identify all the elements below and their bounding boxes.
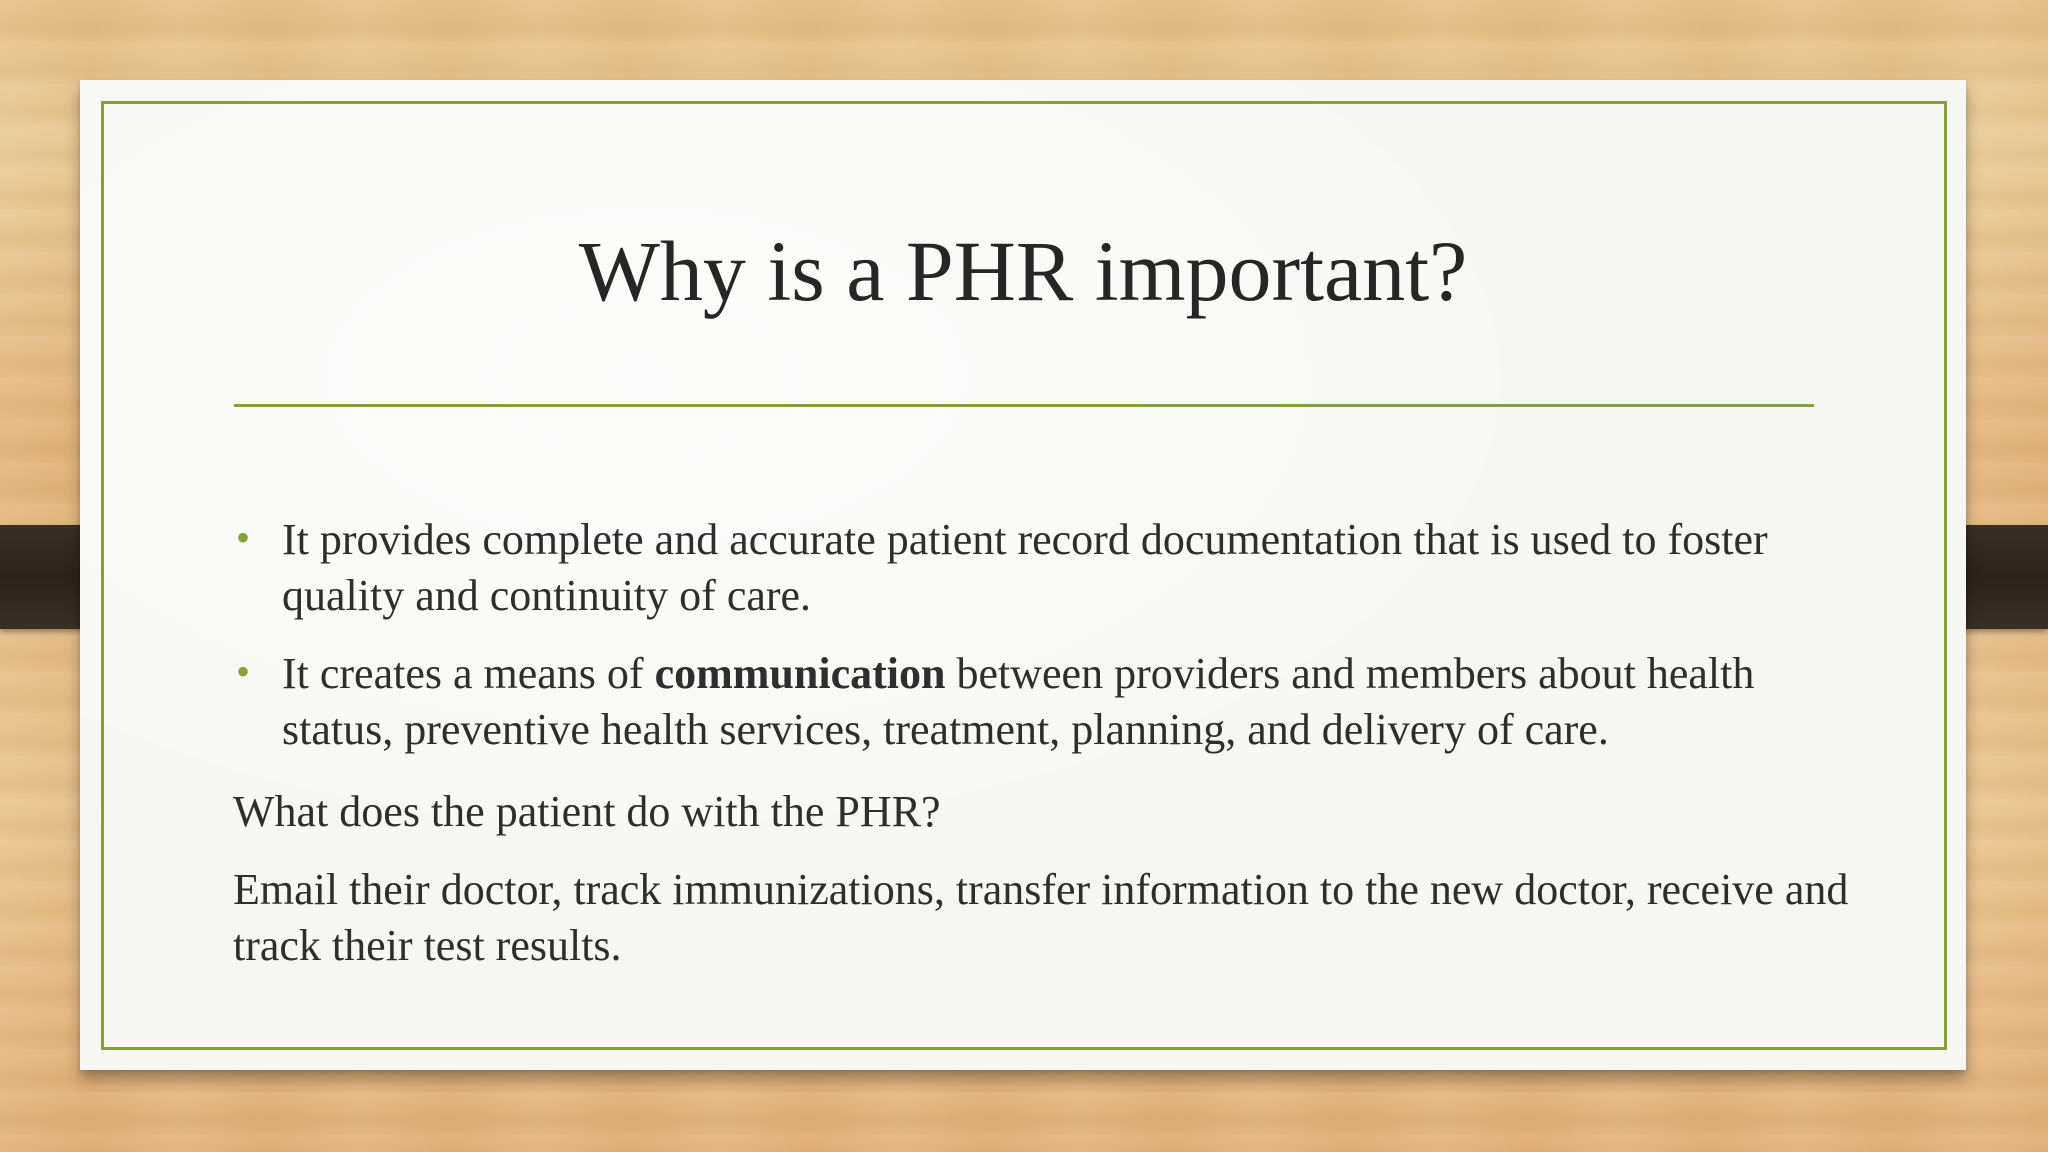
- bullet-text: It provides complete and accurate patient record documentation that is used to foster quality and continuity of care.: [282, 515, 1768, 620]
- slide: [80, 80, 1966, 1070]
- bullet-item: [233, 646, 1873, 758]
- slide-body: [233, 512, 1873, 996]
- question-text: What does the patient do with the PHR?: [233, 787, 941, 836]
- bullet-text-bold: communication: [654, 649, 946, 698]
- bullet-dot-icon: •: [236, 649, 251, 694]
- bullet-item: [233, 512, 1873, 624]
- slide-title: Why is a PHR important?: [578, 223, 1468, 319]
- answer-text: Email their doctor, track immunizations, transfer information to the new doctor, receive and track their test results.: [233, 865, 1849, 970]
- bullet-text-after: between providers and members about health status, preventive health services, treatment, planning, and delivery of care.: [282, 649, 1755, 754]
- title-divider: [234, 404, 1814, 407]
- bullet-text-before: It creates a means of: [282, 649, 655, 698]
- bullet-dot-icon: •: [236, 515, 251, 560]
